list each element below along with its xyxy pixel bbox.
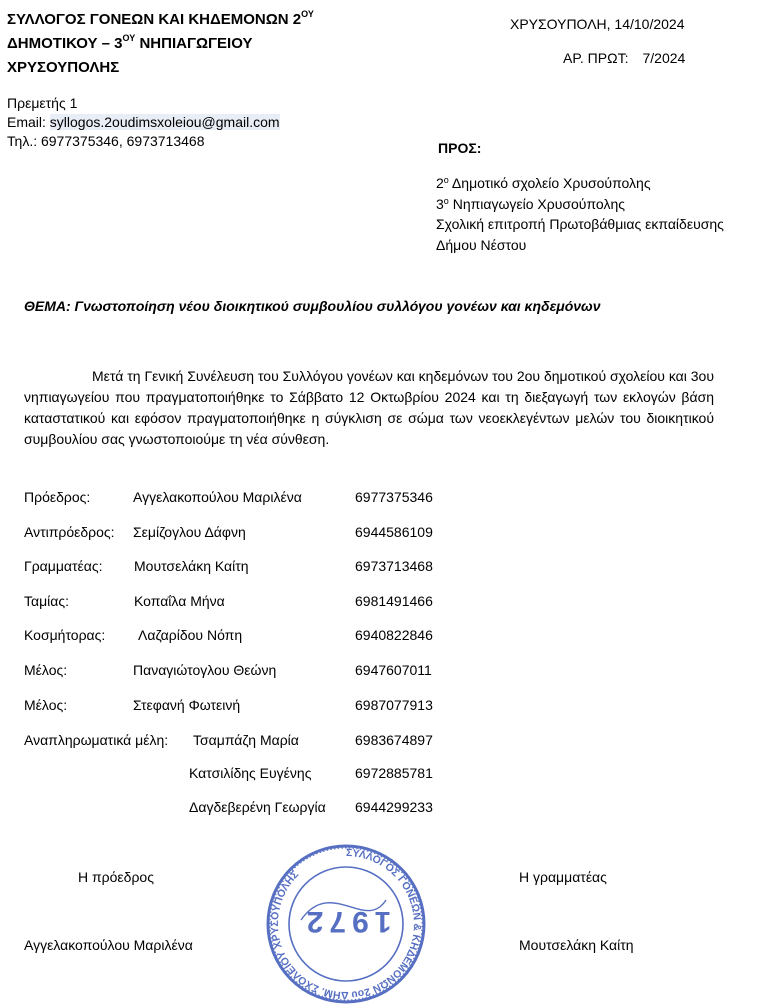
board-member-phone: 6977375346 bbox=[355, 489, 433, 505]
board-member-name: Παναγιώτογλου Θεώνη bbox=[133, 662, 277, 678]
board-role: Κοσμήτορας: bbox=[24, 627, 106, 643]
board-member-phone: 6944299233 bbox=[355, 799, 433, 815]
protocol-number bbox=[563, 50, 685, 66]
board-member-name: Λαζαρίδου Νόπη bbox=[138, 627, 243, 643]
board-member-name: Κοπαΐλα Μήνα bbox=[134, 593, 225, 609]
board-member-name: Τσαμπάζη Μαρία bbox=[193, 732, 299, 748]
board-role: Πρόεδρος: bbox=[24, 489, 91, 505]
board-member-phone: 6987077913 bbox=[355, 697, 433, 713]
secretary-title: Η γραμματέας bbox=[519, 869, 607, 885]
board-member-name: Σεμίζογλου Δάφνη bbox=[133, 524, 246, 540]
board-member-phone: 6972885781 bbox=[355, 765, 433, 781]
board-member-phone: 6981491466 bbox=[355, 593, 433, 609]
board-role: Μέλος: bbox=[24, 662, 68, 678]
board-role: Αναπληρωματικά μέλη: bbox=[24, 732, 169, 748]
board-member-name: Στεφανή Φωτεινή bbox=[133, 697, 241, 713]
protocol-value: 7/2024 bbox=[642, 50, 686, 66]
recipients-list bbox=[436, 173, 724, 255]
board-member-phone: 6947607011 bbox=[355, 662, 432, 678]
board-role: Γραμματέας: bbox=[24, 558, 103, 574]
seal-year: 1972 bbox=[300, 905, 392, 938]
address: Πρεμετής 1 bbox=[7, 95, 78, 111]
seal-ring-text: ΣΥΛΛΟΓΟΣ ΓΟΝΕΩΝ & ΚΗΔΕΜΟΝΩΝ 2ου ΔΗΜ. ΣΧΟΛΕΙΟΥ ΧΡΥΣΟΥΠΟΛΗΣ bbox=[268, 846, 424, 1002]
board-member-phone: 6940822846 bbox=[355, 627, 433, 643]
recipient-1: $2^o$ Δημοτικό σχολείο Χρυσούπολης bbox=[436, 175, 651, 191]
board-role: Μέλος: bbox=[24, 697, 68, 713]
org-line-2: ΔΗΜΟΤΙΚΟΥ – $3^{O\Upsilon}$ ΝΗΠΙΑΓΩΓΕΙΟΥ bbox=[7, 33, 253, 52]
email-link[interactable]: syllogos.2oudimsxoleiou@gmail.com bbox=[49, 114, 280, 130]
board-member-name: Κατσιλίδης Ευγένης bbox=[189, 765, 312, 781]
phone-line bbox=[7, 132, 280, 151]
board-role: Αντιπρόεδρος: bbox=[24, 524, 115, 540]
phone-numbers: 6977375346, 6973713468 bbox=[40, 133, 205, 149]
board-role: Ταμίας: bbox=[24, 593, 70, 609]
org-line-3: ΧΡΥΣΟΥΠΟΛΗΣ bbox=[7, 59, 120, 76]
org-line-1: ΣΥΛΛΟΓΟΣ ΓΟΝΕΩΝ ΚΑΙ ΚΗΔΕΜΟΝΩΝ $2^{O\Upsilon}$ bbox=[7, 9, 314, 28]
body-paragraph bbox=[24, 366, 714, 450]
president-title: Η πρόεδρος bbox=[78, 869, 154, 885]
body-text: Μετά τη Γενική Συνέλευση του Συλλόγου γονέων και κηδεμόνων του 2ου δημοτικού σχολείου και 3ου νηπιαγωγείου που πραγματοποιήθηκε το Σάββατο 12 Οκτωβρίου 2024 και τη διεξαγωγή των εκλογών βάση καταστατικού και εφόσον πραγματοποιήθηκε η σύγκλιση σε σώμα των νεοεκλεγέντων μελών του διοικητικού συμβουλίου σας γνωστοποιούμε τη νέα σύνθεση. bbox=[24, 368, 714, 447]
organization-name bbox=[7, 8, 314, 80]
recipient-4: Δήμου Νέστου bbox=[436, 236, 527, 253]
president-name: Αγγελακοπούλου Μαριλένα bbox=[24, 937, 193, 953]
board-member-name: Μουτσελάκη Καίτη bbox=[134, 558, 249, 574]
recipients-heading: ΠΡΟΣ: bbox=[438, 140, 482, 156]
recipient-2: $3^o$ Νηπιαγωγείο Χρυσούπολης bbox=[436, 195, 625, 212]
association-seal bbox=[266, 836, 426, 1008]
protocol-label: ΑΡ. ΠΡΩΤ: bbox=[563, 50, 629, 66]
secretary-name: Μουτσελάκη Καίτη bbox=[519, 937, 634, 953]
email-label: Email: bbox=[7, 114, 50, 130]
board-member-phone: 6944586109 bbox=[355, 524, 433, 540]
board-member-name: Δαγδεβερένη Γεωργία bbox=[189, 799, 326, 815]
email-line bbox=[7, 113, 280, 132]
subject-line: ΘΕΜΑ: Γνωστοποίηση νέου διοικητικού συμβουλίου συλλόγου γονέων και κηδεμόνων bbox=[24, 298, 601, 314]
phone-label: Τηλ.: bbox=[7, 133, 41, 149]
contact-block bbox=[7, 94, 280, 151]
board-member-name: Αγγελακοπούλου Μαριλένα bbox=[133, 489, 302, 505]
board-member-phone: 6973713468 bbox=[355, 558, 433, 574]
recipient-3: Σχολική επιτροπή Πρωτοβάθμιας εκπαίδευσης bbox=[436, 216, 724, 232]
place-date: ΧΡΥΣΟΥΠΟΛΗ, 14/10/2024 bbox=[510, 16, 685, 32]
board-member-phone: 6983674897 bbox=[355, 732, 433, 748]
